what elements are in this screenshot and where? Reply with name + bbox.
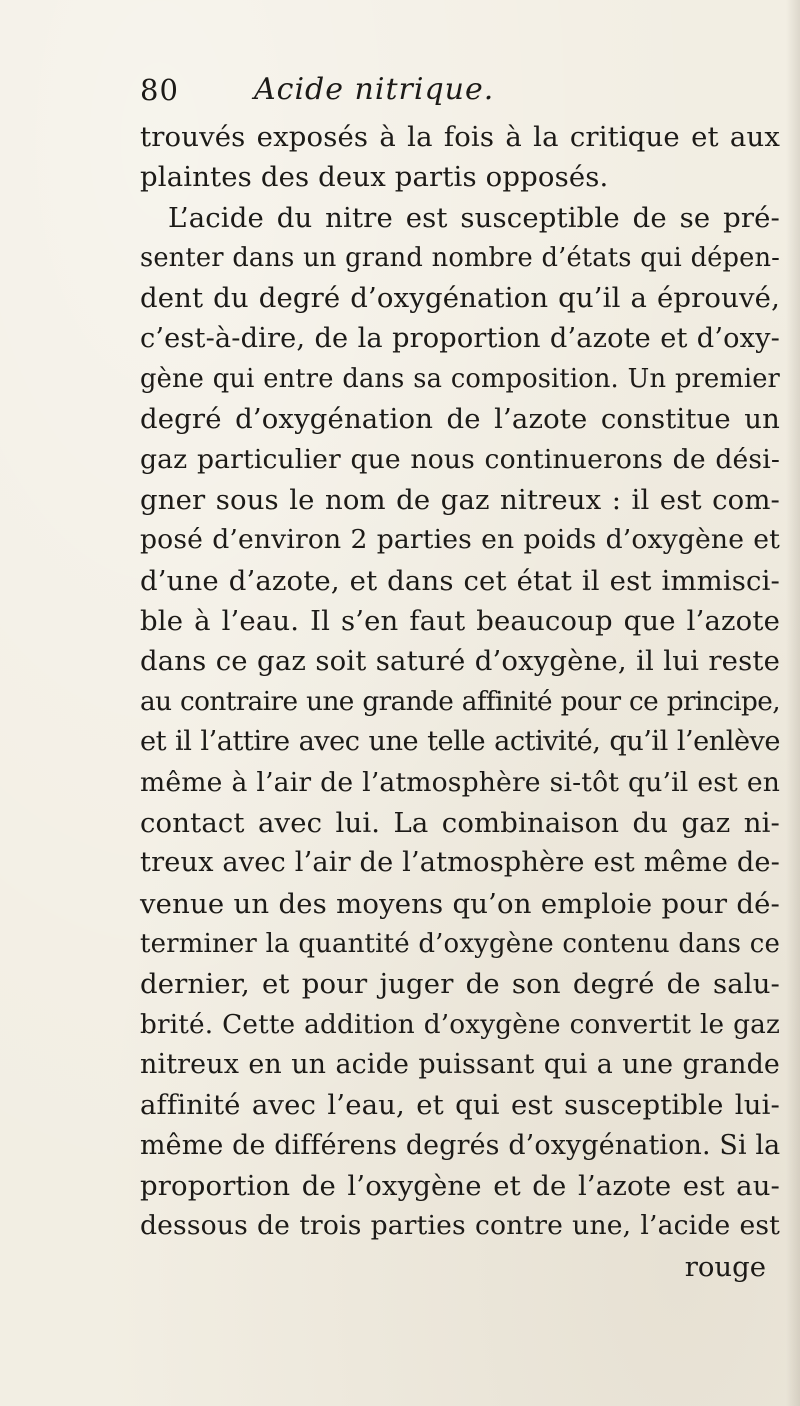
text-line: venue un des moyens qu’on emploie pour dé- xyxy=(140,887,780,920)
body-text xyxy=(140,117,780,1287)
text-line: posé d’environ 2 parties en poids d’oxygène et xyxy=(140,524,780,556)
text-line: brité. Cette addition d’oxygène convertit le gaz xyxy=(140,1009,780,1040)
text-line: treux avec l’air de l’atmosphère est même de- xyxy=(140,847,780,879)
catchword: rouge xyxy=(684,1250,766,1283)
text-line: trouvés exposés à la fois à la critique et aux xyxy=(140,121,780,153)
text-line: nitreux en un acide puissant qui a une grande xyxy=(140,1048,780,1080)
page-header xyxy=(140,70,780,110)
text-line: proportion de l’oxygène et de l’azote est au- xyxy=(140,1169,780,1202)
text-line: dent du degré d’oxygénation qu’il a éprouvé, xyxy=(140,282,780,315)
text-line: même à l’air de l’atmosphère si-tôt qu’il est en xyxy=(140,766,780,798)
text-line: gaz particulier que nous continuerons de dési- xyxy=(140,443,780,475)
text-line: d’une d’azote, et dans cet état il est immisci- xyxy=(140,564,780,597)
text-line: contact avec lui. La combinaison du gaz ni- xyxy=(140,806,780,839)
text-line: gner sous le nom de gaz nitreux : il est com- xyxy=(140,484,780,517)
text-line: terminer la quantité d’oxygène contenu dans ce xyxy=(140,928,780,959)
text-line: L’acide du nitre est susceptible de se pré- xyxy=(168,201,780,234)
text-line: c’est-à-dire, de la proportion d’azote et d’oxy- xyxy=(140,322,780,354)
text-line: gène qui entre dans sa composition. Un premier xyxy=(140,364,780,395)
text-line: dernier, et pour juger de son degré de salu- xyxy=(140,968,780,1001)
text-line: dans ce gaz soit saturé d’oxygène, il lui reste xyxy=(140,645,780,678)
text-line: dessous de trois parties contre une, l’acide est xyxy=(140,1210,780,1242)
text-line: degré d’oxygénation de l’azote constitue un xyxy=(140,403,780,436)
text-line: au contraire une grande affinité pour ce principe, xyxy=(140,686,780,717)
text-line: et il l’attire avec une telle activité, qu’il l’enlève xyxy=(140,726,780,758)
page-number: 80 xyxy=(140,73,179,107)
text-line: même de différens degrés d’oxygénation. Si la xyxy=(140,1129,781,1161)
running-title: Acide nitrique. xyxy=(254,72,495,107)
text-line: plaintes des deux partis opposés. xyxy=(140,161,609,194)
text-line: ble à l’eau. Il s’en faut beaucoup que l’azote xyxy=(140,605,780,638)
text-line: senter dans un grand nombre d’états qui dépen- xyxy=(140,243,780,274)
text-line: affinité avec l’eau, et qui est susceptible lui- xyxy=(140,1089,780,1122)
page-edge-shadow xyxy=(786,0,800,1406)
